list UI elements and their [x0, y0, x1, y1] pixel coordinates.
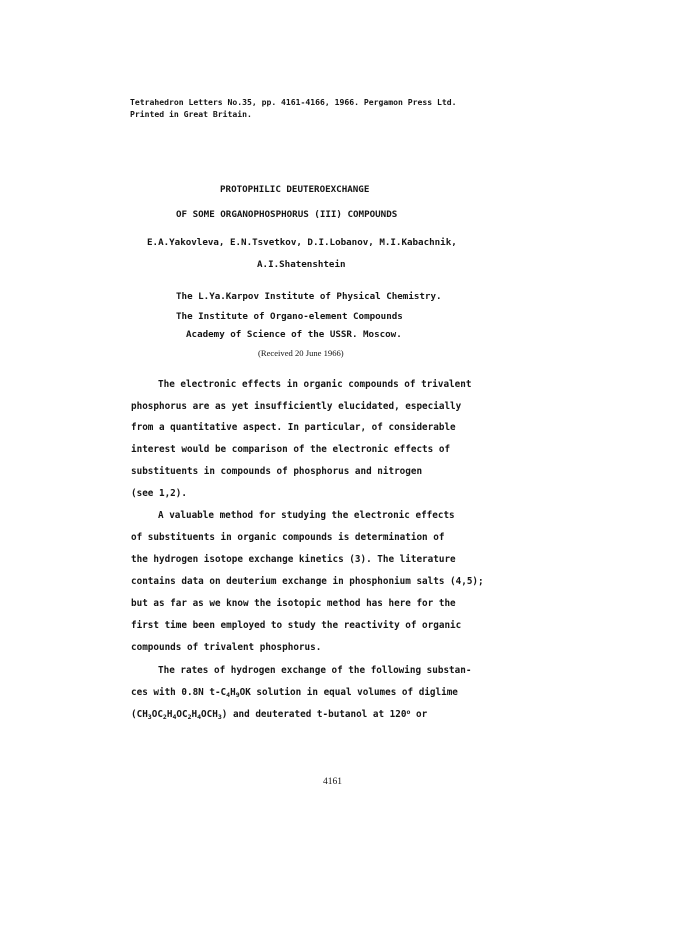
printed-notice: Printed in Great Britain. [130, 109, 252, 119]
paragraph-2-line: first time been employed to study the reactivity of organic [131, 620, 462, 631]
affiliation-line-1: The L.Ya.Karpov Institute of Physical Chemistry. [176, 291, 442, 302]
paragraph-1-line: substituents in compounds of phosphorus and nitrogen [131, 466, 423, 477]
paragraph-1-line: (see 1,2). [131, 488, 187, 499]
author-list-line-1: E.A.Yakovleva, E.N.Tsvetkov, D.I.Lobanov, M.I.Kabachnik, [147, 237, 457, 248]
paragraph-3-line: ces with 0.8N $t-C_4H_9OK$ solution in equal volumes of diglime [131, 687, 458, 699]
paragraph-2-line: the hydrogen isotope exchange kinetics (3). The literature [131, 554, 456, 565]
author-list-line-2: A.I.Shatenshtein [257, 259, 346, 270]
paragraph-2-line: contains data on deuterium exchange in phosphonium salts (4,5); [131, 576, 484, 587]
received-date: (Received 20 June 1966) [258, 348, 344, 358]
affiliation-line-3: Academy of Science of the USSR. Moscow. [186, 329, 402, 340]
paragraph-3-line: The rates of hydrogen exchange of the following substan- [158, 665, 472, 676]
page-number: 4161 [323, 777, 342, 787]
journal-citation: Tetrahedron Letters No.35, pp. 4161-4166, 1966. Pergamon Press Ltd. [130, 97, 457, 107]
paragraph-1-line: from a quantitative aspect. In particular, of considerable [131, 422, 456, 433]
paragraph-2-line: of substituents in organic compounds is determination of [131, 532, 445, 543]
paragraph-2-line: compounds of trivalent phosphorus. [131, 642, 322, 653]
paragraph-2-line: but as far as we know the isotopic method has here for the [131, 598, 456, 609]
paragraph-3-line: $(CH_3OC_2H_4OC_2H_4OCH_3)$ and deuterated t-butanol at 120$^o$ or [131, 708, 428, 721]
article-title-line-2: OF SOME ORGANOPHOSPHORUS (III) COMPOUNDS [176, 209, 398, 220]
article-title-line-1: PROTOPHILIC DEUTEROEXCHANGE [220, 184, 370, 195]
affiliation-line-2: The Institute of Organo-element Compounds [176, 311, 403, 322]
paragraph-1-line: The electronic effects in organic compounds of trivalent [158, 379, 472, 390]
paragraph-1-line: phosphorus are as yet insufficiently elucidated, especially [131, 401, 462, 412]
paragraph-1-line: interest would be comparison of the electronic effects of [131, 444, 451, 455]
paragraph-2-line: A valuable method for studying the electronic effects [158, 510, 455, 521]
